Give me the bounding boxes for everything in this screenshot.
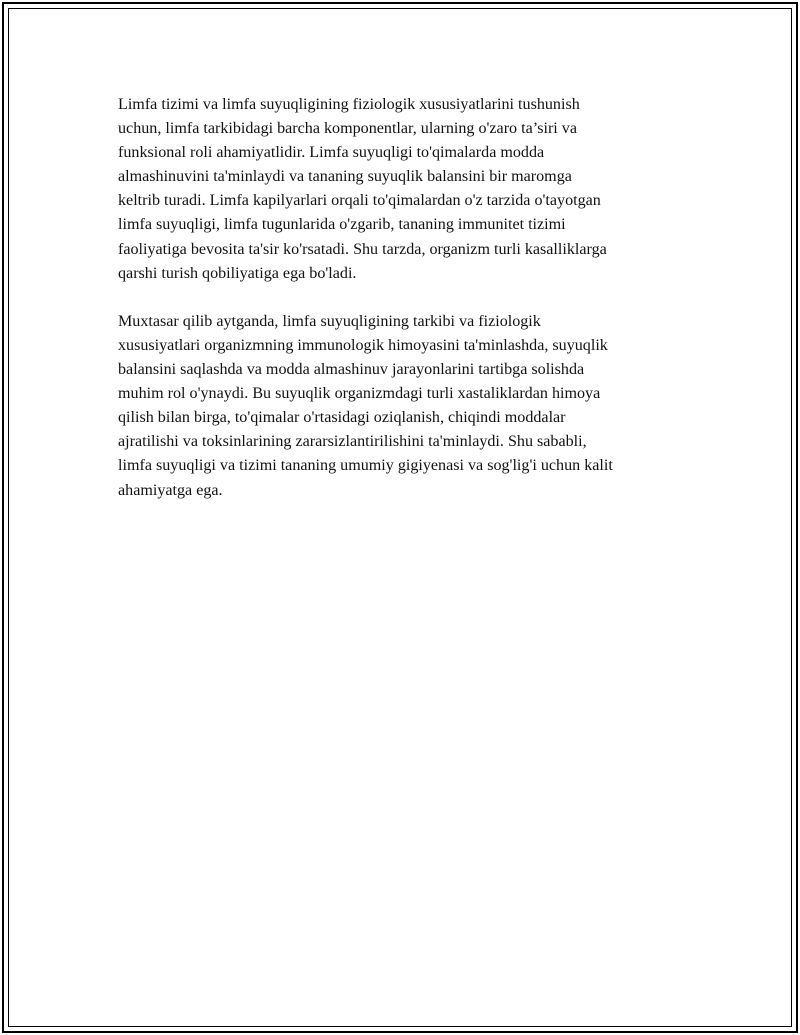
paragraph-1: Limfa tizimi va limfa suyuqligining fiziologik xususiyatlarini tushunish uchun, limfa tarkibidagi barcha komponentlar, ularning o'zaro ta’siri va funksional roli ahamiyatlidir. Limfa suyuqligi to'qimalarda modda almashinuvini ta'minlaydi va tananing suyuqlik balansini bir maromga keltrib turadi. Limfa kapilyarlari orqali to'qimalardan o'z tarzida o'tayotgan limfa suyuqligi, limfa tugunlarida o'zgarib, tananing immunitet tizimi faoliyatiga bevosita ta'sir ko'rsatadi. Shu tarzda, organizm turli kasalliklarga qarshi turish qobiliyatiga ega bo'ladi. — [118, 96, 607, 282]
paragraph-2: Muxtasar qilib aytganda, limfa suyuqligining tarkibi va fiziologik xususiyatlari organizmning immunologik himoyasini ta'minlashda, suyuqlik balansini saqlashda va modda almashinuv jarayonlarini tartibga solishda muhim rol o'ynaydi. Bu suyuqlik organizmdagi turli xastaliklardan himoya qilish bilan birga, to'qimalar o'rtasidagi oziqlanish, chiqindi moddalar ajratilishi va toksinlarining zararsizlantirilishini ta'minlaydi. Shu sababli, limfa suyuqligi va tizimi tananing umumiy gigiyenasi va sog'lig'i uchun kalit ahamiyatga ega. — [118, 312, 613, 499]
document-body — [118, 93, 688, 527]
